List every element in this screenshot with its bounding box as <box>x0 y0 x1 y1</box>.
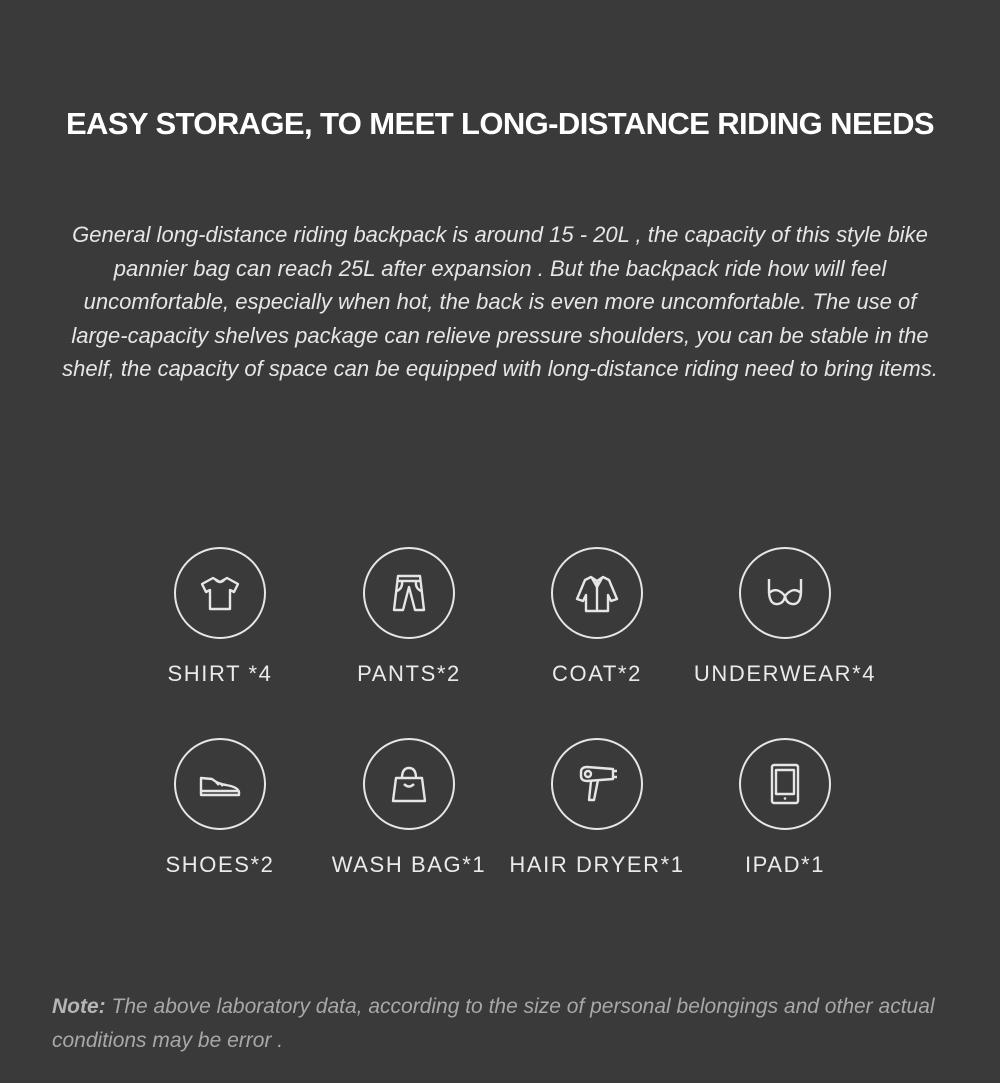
note-text: The above laboratory data, according to the size of personal belongings and other actual conditions may be error . <box>52 995 935 1052</box>
item-label: HAIR DRYER*1 <box>509 852 685 877</box>
note-label: Note: <box>52 995 106 1018</box>
ipad-icon <box>761 760 809 808</box>
pants-icon-circle <box>363 547 455 639</box>
item-label: IPAD*1 <box>744 852 826 877</box>
shoes-icon <box>196 760 244 808</box>
item-label: PANTS*2 <box>357 661 461 686</box>
item-label: WASH BAG*1 <box>331 852 487 877</box>
item-wash-bag <box>309 738 509 878</box>
wash-bag-icon <box>385 760 433 808</box>
hair-dryer-icon <box>573 760 621 808</box>
shirt-icon <box>196 569 244 617</box>
wash-bag-icon-circle <box>363 738 455 830</box>
disclaimer-note <box>52 990 952 1058</box>
shirt-icon-circle <box>174 547 266 639</box>
item-shirt <box>120 547 320 687</box>
item-label: SHOES*2 <box>165 852 275 877</box>
item-label: UNDERWEAR*4 <box>693 661 877 686</box>
item-shoes <box>120 738 320 878</box>
hair-dryer-icon-circle <box>551 738 643 830</box>
headline: EASY STORAGE, TO MEET LONG-DISTANCE RIDING NEEDS <box>65 106 934 141</box>
item-hair-dryer <box>497 738 697 878</box>
ipad-icon-circle <box>739 738 831 830</box>
description-paragraph: General long-distance riding backpack is around 15 - 20L , the capacity of this style bike pannier bag can reach 25L after expansion . But the backpack ride how will feel uncomfortable, especially when hot, the back is even more uncomfortable. The use of large-capacity shelves package can relieve pressure shoulders, you can be stable in the shelf, the capacity of space can be equipped with long-distance riding need to bring items. <box>62 222 938 382</box>
coat-icon-circle <box>551 547 643 639</box>
shoes-icon-circle <box>174 738 266 830</box>
item-underwear <box>685 547 885 687</box>
underwear-icon-circle <box>739 547 831 639</box>
item-ipad <box>685 738 885 878</box>
pants-icon <box>385 569 433 617</box>
item-label: SHIRT *4 <box>167 661 273 686</box>
item-label: COAT*2 <box>552 661 642 686</box>
coat-icon <box>573 569 621 617</box>
underwear-icon <box>761 569 809 617</box>
item-coat <box>497 547 697 687</box>
item-pants <box>309 547 509 687</box>
